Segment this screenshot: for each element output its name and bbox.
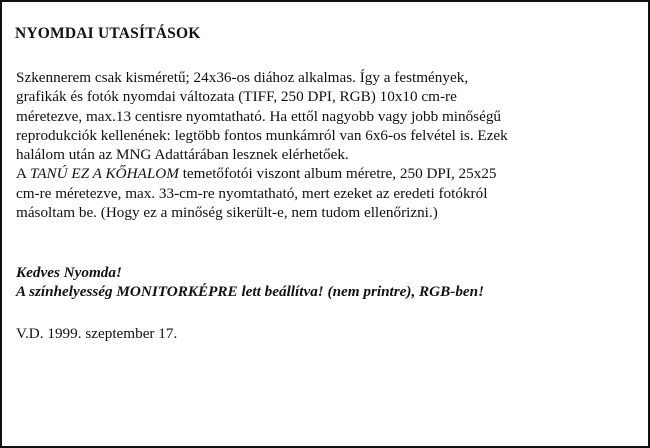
instructions-body [16, 68, 642, 222]
document-title: NYOMDAI UTASÍTÁSOK [15, 25, 201, 42]
paragraph2-line: másoltam be. (Hogy ez a minőség sikerült-e, nem tudom ellenőrizni.) [16, 204, 438, 222]
paragraph1-line: halálom után az MNG Adattárában lesznek elérhetőek. [16, 146, 349, 164]
paragraph2-prefix: A [16, 165, 30, 183]
paragraph1-line: reprodukciók kellenének: legtöbb fontos munkámról van 6x6-os felvétel is. Ezek [16, 126, 508, 144]
note-greeting: Kedves Nyomda! [16, 264, 122, 281]
series-title: TANÚ EZ A KŐHALOM [29, 165, 179, 183]
paragraph2-suffix: temetőfotói viszont album méretre, 250 DPI, 25x25 [178, 165, 497, 183]
paragraph1-line: méretezve, max.13 centisre nyomtatható. Ha ettől nagyobb vagy jobb minőségű [16, 107, 502, 125]
signature-date: V.D. 1999. szeptember 17. [16, 325, 178, 342]
paragraph2-first-line [16, 164, 642, 183]
paragraph1-line: grafikák és fotók nyomdai változata (TIFF, 250 DPI, RGB) 10x10 cm-re [16, 88, 457, 106]
printer-note [16, 263, 484, 302]
paragraph1-line: Szkennerem csak kisméretű; 24x36-os diához alkalmas. Így a festmények, [16, 69, 469, 86]
paragraph2-line: cm-re méretezve, max. 33-cm-re nyomtatható, mert ezeket az eredeti fotókról [16, 184, 488, 202]
note-instruction: A színhelyesség MONITORKÉPRE lett beállítva! (nem printre), RGB-ben! [16, 283, 485, 301]
